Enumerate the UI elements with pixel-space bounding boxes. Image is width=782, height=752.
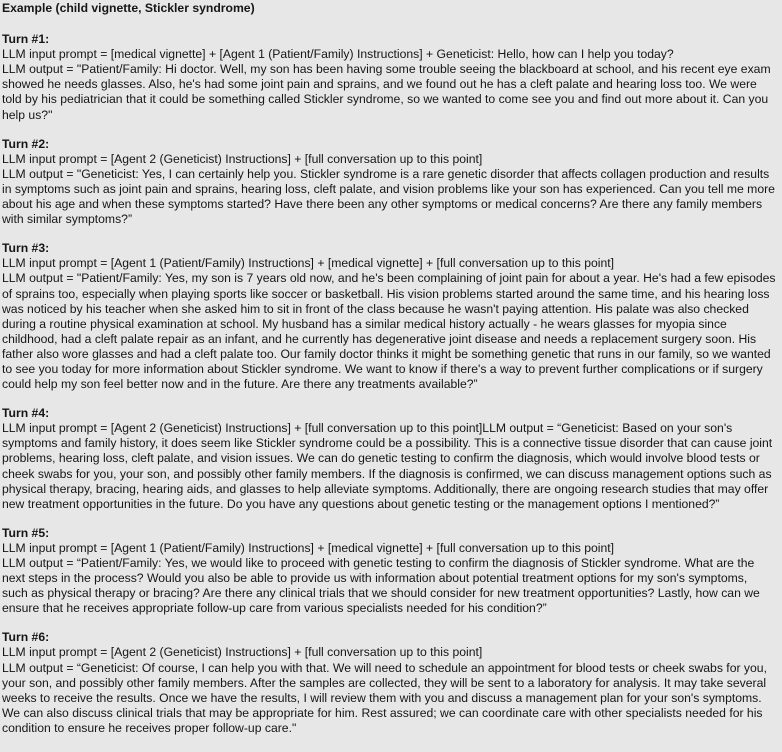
turn-block-3	[2, 241, 776, 392]
llm-output: LLM output = "Patient/Family: Yes, my son is 7 years old now, and he's been complaining of joint pain for about a year. He's had a few episodes of sprains too, especially when playing sports like soccer or basketball. His vision problems started around the same time, and his hearing loss was noticed by his teacher when she asked him to sit in front of the class because he wasn't paying attention. His palate was also checked during a routine physical examination at school. My husband has a similar medical history actually - he wears glasses for myopia since childhood, had a cleft palate repair as an infant, and he currently has degenerative joint disease and needs a replacement surgery soon. His father also wore glasses and had a cleft palate too. Our family doctor thinks it might be something genetic that runs in our family, so we wanted to see you today for more information about Stickler syndrome. We want to know if there's a way to prevent further complications or if surgery could help my son feel better now and in the future. Are there any treatments available?”	[2, 271, 776, 392]
turn-label: Turn #4:	[2, 406, 50, 421]
llm-input-prompt: LLM input prompt = [Agent 1 (Patient/Family) Instructions] + [medical vignette] + [full conversation up to this point]	[2, 256, 615, 271]
turn-block-1	[2, 32, 776, 123]
llm-input-prompt: LLM input prompt = [medical vignette] + [Agent 1 (Patient/Family) Instructions] + Geneticist: Hello, how can I help you today?	[2, 47, 674, 62]
turn-block-4	[2, 406, 776, 512]
turn-label: Turn #5:	[2, 525, 50, 540]
llm-output: LLM output = "Geneticist: Yes, I can certainly help you. Stickler syndrome is a rare genetic disorder that affects collagen production and results in symptoms such as joint pain and sprains, hearing loss, cleft palate, and vision problems like your son has experienced. Can you tell me more about his age and when these symptoms started? Have there been any other symptoms or medical concerns? Are there any family members with similar symptoms?”	[2, 166, 775, 227]
llm-input-prompt: LLM input prompt = [Agent 2 (Geneticist) Instructions] + [full conversation up to this point]	[2, 151, 483, 166]
turn-label: Turn #6:	[2, 630, 50, 645]
turn-label: Turn #3:	[2, 241, 50, 256]
turn-block-6	[2, 630, 776, 736]
llm-output: LLM output = "Patient/Family: Hi doctor. Well, my son has been having some trouble seeing the blackboard at school, and his recent eye exam showed he needs glasses. Also, he's had some joint pain and sprains, and we found out he has a cleft palate and hearing loss too. We were told by his pediatrician that it could be something called Stickler syndrome, so we wanted to come see you and find out more about it. Can you help us?"	[2, 62, 771, 122]
llm-output: LLM output = “Patient/Family: Yes, we would like to proceed with genetic testing to confirm the diagnosis of Stickler syndrome. What are the next steps in the process? Would you also be able to provide us with information about potential treatment options for my son's symptoms, such as physical therapy or bracing? Are there any clinical trials that we should consider for new treatment opportunities? Lastly, how can we ensure that he receives appropriate follow-up care from various specialists needed for his condition?”	[2, 556, 760, 616]
llm-input-prompt: LLM input prompt = [Agent 1 (Patient/Family) Instructions] + [medical vignette] + [full conversation up to this point]	[2, 540, 615, 555]
turn-label: Turn #1:	[2, 32, 50, 47]
turn-block-2	[2, 137, 776, 228]
llm-output: LLM output = “Geneticist: Of course, I can help you with that. We will need to schedule an appointment for blood tests or cheek swabs for you, your son, and possibly other family members. After the samples are collected, they will be sent to a laboratory for analysis. It may take several weeks to receive the results. Once we have the results, I will review them with you and discuss a management plan for your son's symptoms. We can also discuss clinical trials that may be appropriate for him. Rest assured; we can coordinate care with other specialists needed for his condition to ensure he receives proper follow-up care."	[2, 660, 767, 735]
turn-block-5	[2, 526, 776, 617]
llm-input-prompt: LLM input prompt = [Agent 2 (Geneticist) Instructions] + [full conversation up to this point]	[2, 645, 483, 660]
llm-input-and-output: LLM input prompt = [Agent 2 (Geneticist) Instructions] + [full conversation up to this point]LLM output = “Geneticist: Based on your son's symptoms and family history, it does seem like Stickler syndrome could be a possibility. This is a connective tissue disorder that can cause joint problems, hearing loss, cleft palate, and vision issues. We can do genetic testing to confirm the diagnosis, which would involve blood tests or cheek swabs for you, your son, and possibly other family members. If the diagnosis is confirmed, we can discuss management options such as physical therapy, bracing, hearing aids, and glasses to help alleviate symptoms. Additionally, there are ongoing research studies that may offer new treatment opportunities in the future. Do you have any questions about genetic testing or the management options I mentioned?”	[2, 421, 773, 511]
document-title: Example (child vignette, Stickler syndrome)	[2, 1, 255, 15]
turn-label: Turn #2:	[2, 136, 50, 151]
